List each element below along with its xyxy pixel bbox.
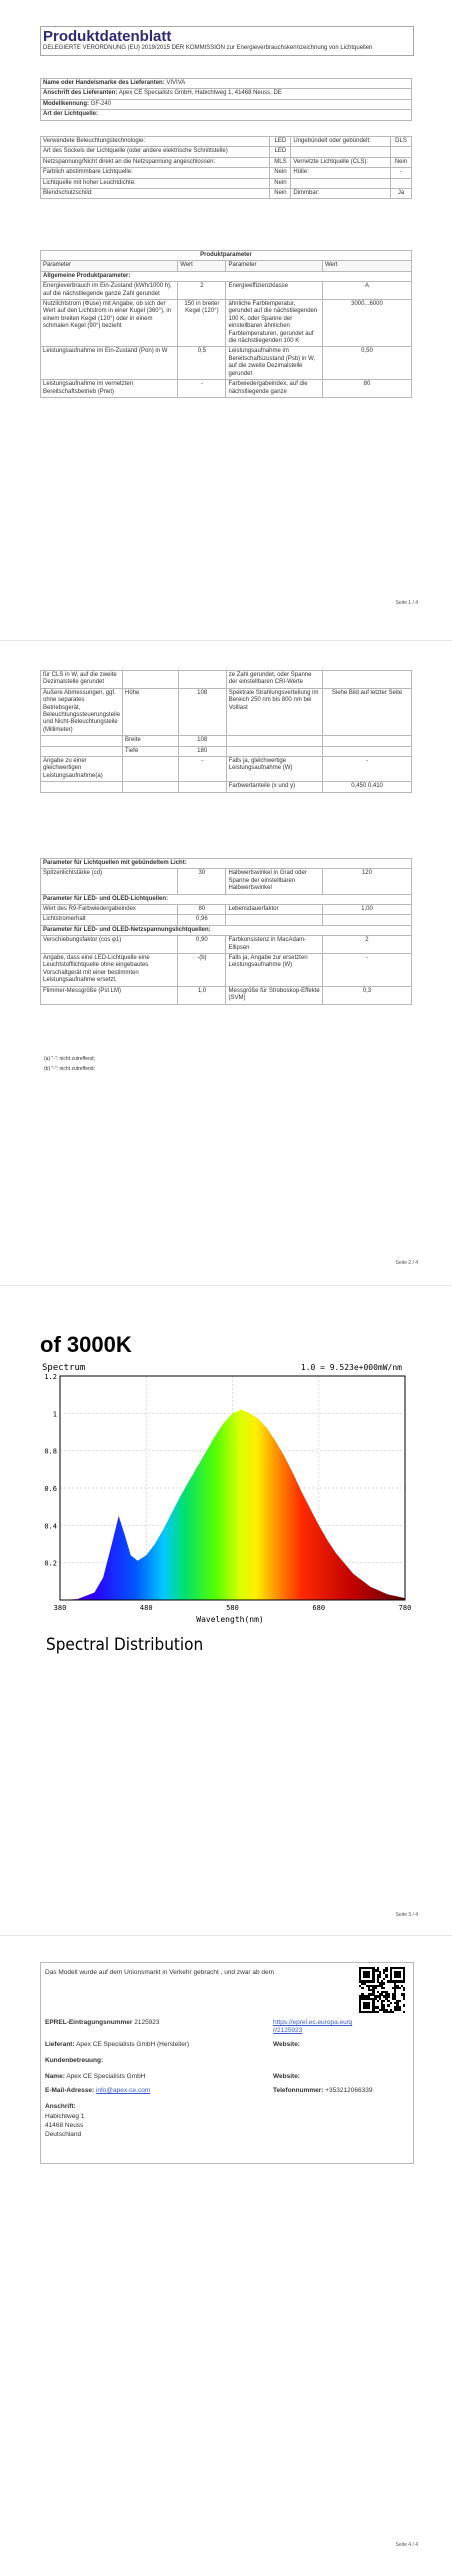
- table-row: [41, 671, 412, 689]
- table-cell: 80: [322, 380, 411, 398]
- y-tick-label: 1: [52, 1410, 57, 1419]
- table-cell: 1,0: [178, 986, 226, 1004]
- chart-scale: 1.0 = 9.523e+000mW/nm: [300, 1363, 402, 1372]
- table-row: [41, 954, 412, 987]
- table-row: [41, 936, 412, 954]
- table-cell: -(b): [178, 954, 226, 987]
- table-cell: [41, 746, 123, 756]
- table-cell: Lichtquelle mit hoher Leuchtdichte:: [41, 178, 270, 188]
- address-line: Deutschland: [45, 2131, 82, 2138]
- table-cell: ähnliche Farbtemperatur, gerundet auf die nächstliegenden 100 K, oder Spanne der einstellbaren ähnlichen Farbtemperaturen, gerundet auf die nächstliegenden 100 K: [226, 300, 322, 347]
- email-link[interactable]: info@apex-ce.com: [95, 2087, 151, 2094]
- table-row: [41, 746, 412, 756]
- table-cell: -: [391, 168, 412, 178]
- phone-value: +353212066339: [325, 2087, 373, 2094]
- table-cell: Äußere Abmessungen, ggf. ohne separates Betriebsgerät, Beleuchtungssteuerungsteile und Nicht-Beleuchtungsteile (Millimeter): [41, 688, 123, 735]
- general-header: Allgemeine Produktparameter:: [41, 271, 412, 281]
- page-number: Seite 3 / 4: [395, 1912, 418, 1918]
- table-cell: Messgröße für Stroboskop-Effekte (SVM): [226, 986, 322, 1004]
- table-cell: [41, 782, 123, 792]
- table-cell: Nein: [270, 178, 291, 188]
- chart-heading: Spectrum: [42, 1363, 86, 1373]
- directional-header: Parameter für Lichtquellen mit gebündeltem Licht:: [41, 859, 412, 869]
- table-row: [41, 300, 412, 347]
- page-number: Seite 4 / 4: [395, 2542, 418, 2548]
- page-2: [0, 670, 452, 1280]
- table-cell: -: [323, 757, 412, 782]
- address-line: Habichtweg 1: [45, 2113, 85, 2120]
- table-cell: 80: [178, 905, 226, 915]
- table-cell: 0,50: [322, 347, 411, 380]
- table-cell: [226, 736, 322, 746]
- name-label: Name:: [45, 2073, 65, 2080]
- supplier-table: [40, 78, 412, 121]
- table-cell: [391, 147, 412, 157]
- led-header: Parameter für LED- und OLED-Lichtquellen:: [41, 894, 412, 904]
- col-header: Parameter: [41, 261, 178, 271]
- table-row: [41, 986, 412, 1004]
- table-cell: 0,450 0,410: [323, 782, 412, 792]
- table-cell: MLS: [270, 157, 291, 167]
- col-header: Wert: [178, 261, 226, 271]
- page-number: Seite 2 / 4: [395, 1260, 418, 1266]
- table-row: [41, 347, 412, 380]
- y-tick-label: 0.4: [44, 1522, 57, 1531]
- table-cell: ze Zahl gerundet, oder Spanne der einstellbaren CRI-Werte: [226, 671, 322, 689]
- page-divider: [0, 640, 452, 641]
- table-row: [41, 178, 412, 188]
- name-value: Apex CE Specialists GmbH: [66, 2073, 146, 2080]
- y-tick-label: 0.6: [44, 1485, 57, 1493]
- table-cell: Ungebündelt oder gebündelt:: [291, 137, 391, 147]
- page-title: Produktdatenblatt: [43, 28, 172, 45]
- title-block: [40, 26, 414, 56]
- table-cell: [322, 915, 411, 925]
- table-cell: 0,3: [322, 986, 411, 1004]
- table-cell: Farblich abstimmbare Lichtquelle:: [41, 168, 270, 178]
- table-cell: DLS: [391, 137, 412, 147]
- table-row: [41, 782, 412, 792]
- table-cell: -: [322, 954, 411, 987]
- email-label: E-Mail-Adresse:: [45, 2087, 95, 2094]
- table-row: [41, 137, 412, 147]
- table-cell: 120: [322, 869, 411, 894]
- table-cell: Farbkonsistenz in MacAdam-Ellipsen: [226, 936, 322, 954]
- table-cell: [178, 671, 226, 689]
- param-table: [40, 250, 412, 398]
- x-tick-label: 480: [139, 1604, 153, 1612]
- table-cell: Nutzlichtstrom (Φuse) mit Angabe, ob sich der Wert auf den Lichtstrom in einer Kugel (360°), in einem breiten Kegel (120°) oder in einem schmalen Kegel (90°) bezieht: [41, 300, 178, 347]
- table-cell: Spitzenlichtstärke (cd): [41, 869, 178, 894]
- customer-label: Kundenbetreuung:: [45, 2057, 104, 2064]
- regulation-text: DELEGIERTE VERORDNUNG (EU) 2019/2015 DER KOMMISSION zur Energieverbrauchskennzeichnung von Lichtquellen: [43, 45, 373, 51]
- table-cell: [226, 746, 322, 756]
- dimensions-table: [40, 670, 412, 793]
- table-cell: Hülle:: [291, 168, 391, 178]
- footnote: (a) "-": nicht zutreffend;: [44, 1056, 95, 1062]
- table-cell: Falls ja, Angabe zur ersetzten Leistungsaufnahme (W): [226, 954, 322, 987]
- model-value: GF-240: [90, 100, 112, 107]
- table-row: [41, 189, 412, 199]
- table-cell: [123, 782, 179, 792]
- table-cell: Höhe: [123, 688, 179, 735]
- col-header: Parameter: [226, 261, 322, 271]
- mains-header: Parameter für LED- und OLED-Netzspannungslichtquellen:: [41, 925, 412, 935]
- table-cell: Verschiebungsfaktor (cos φ1): [41, 936, 178, 954]
- table-cell: Spektrale Strahlungsverteilung im Bereich 250 nm bis 800 nm bei Volllast: [226, 688, 322, 735]
- qr-code[interactable]: [359, 1967, 405, 2013]
- table-cell: 0,96: [178, 915, 226, 925]
- table-cell: [123, 671, 179, 689]
- page-number: Seite 1 / 4: [395, 600, 418, 606]
- page-1: [0, 0, 452, 610]
- address-value: Apex CE Specialists GmbH, Habichtweg 1, 41468 Neuss, DE: [118, 90, 282, 97]
- page-4: [0, 1940, 452, 2560]
- table-row: [41, 905, 412, 915]
- spectrum-chart: [40, 1362, 412, 1672]
- table-cell: 108: [178, 688, 226, 735]
- table-cell: LED: [270, 147, 291, 157]
- table-cell: Nein: [270, 189, 291, 199]
- table-cell: Leistungsaufnahme im Bereitschaftszustand (Psb) in W, auf die zweite Dezimalstelle gerundet: [226, 347, 322, 380]
- table-cell: Leistungsaufnahme im vernetzten Bereitschaftsbetrieb (Pnet): [41, 380, 178, 398]
- table-cell: Farbwertanteile (x und y): [226, 782, 322, 792]
- param-header: Produktparameter: [41, 251, 412, 261]
- table-row: [41, 168, 412, 178]
- type-table: [40, 136, 412, 199]
- chart-title: Spectral Distribution: [46, 1635, 204, 1655]
- x-axis-label: Wavelength(nm): [196, 1615, 264, 1624]
- table-cell: Lichtstromerhalt: [41, 915, 178, 925]
- table-cell: Nein: [270, 168, 291, 178]
- table-cell: Farbwiedergabeindex, auf die nächstliegende ganze: [226, 380, 322, 398]
- table-row: [41, 157, 412, 167]
- table-cell: [41, 736, 123, 746]
- table-cell: Siehe Bild auf letzter Seite: [323, 688, 412, 735]
- table-cell: A: [322, 282, 411, 300]
- table-cell: [226, 915, 322, 925]
- table-cell: Verwendete Beleuchtungstechnologie:: [41, 137, 270, 147]
- address-label: Anschrift:: [45, 2103, 76, 2110]
- table-cell: Breite: [123, 736, 179, 746]
- eprel-label: EPREL-Eintragungsnummer: [45, 2019, 133, 2026]
- table-cell: 2: [178, 282, 226, 300]
- table-cell: Netzspannung/Nicht direkt an die Netzspannung angeschlossen:: [41, 157, 270, 167]
- y-tick-label: 1.2: [44, 1373, 57, 1381]
- supplier-name-label: Name oder Handelsmarke des Lieferanten:: [43, 80, 165, 86]
- model-label: Modellkennung:: [43, 100, 89, 107]
- phone-label: Telefonnummer:: [273, 2087, 324, 2094]
- table-cell: 30: [178, 869, 226, 894]
- table-row: [41, 915, 412, 925]
- table-cell: [123, 757, 179, 782]
- x-tick-label: 380: [53, 1604, 67, 1612]
- table-cell: Wert des R9-Farbwiedergabeindex: [41, 905, 178, 915]
- table-cell: Ja: [391, 189, 412, 199]
- table-cell: Dimmbar:: [291, 189, 391, 199]
- eprel-link[interactable]: https://eprel.ec.europa.eu/qr/2125923: [273, 2019, 353, 2034]
- supplier-name: VIVIVA: [166, 80, 186, 86]
- x-tick-label: 580: [226, 1604, 239, 1612]
- x-tick-label: 680: [312, 1604, 326, 1612]
- table-cell: 108: [178, 736, 226, 746]
- table-cell: Blendschutzschild:: [41, 189, 270, 199]
- table-cell: [323, 746, 412, 756]
- eprel-box: [40, 1962, 414, 2164]
- table-cell: Flimmer-Messgröße (Pst LM): [41, 986, 178, 1004]
- page-3: [0, 1290, 452, 1930]
- address-label: Anschrift des Lieferanten:: [43, 90, 118, 97]
- table-row: [41, 736, 412, 746]
- table-row: [41, 688, 412, 735]
- y-tick-label: 0.2: [44, 1559, 57, 1568]
- footnote: (b) "-": nicht zutreffend;: [44, 1066, 95, 1072]
- table-cell: Angabe, dass eine LED-Lichtquelle eine Leuchtstofflichtquelle ohne eingebautes Vorschaltgerät mit einer bestimmten Leistungsaufnahme ersetzt.: [41, 954, 178, 987]
- address-line: 41468 Neuss: [45, 2122, 84, 2129]
- table-cell: [291, 178, 391, 188]
- table-cell: Angabe zu einer gleichwertigen Leistungsaufnahme(a): [41, 757, 123, 782]
- table-cell: Vernetzte Lichtquelle (CLS):: [291, 157, 391, 167]
- supplier-value: Apex CE Specialists GmbH (Hersteller): [76, 2041, 190, 2048]
- eprel-number: 2125923: [134, 2019, 160, 2026]
- x-tick-label: 780: [398, 1604, 412, 1612]
- table-cell: Halbwertswinkel in Grad oder Spanne der einstellbaren Halbwertswinkel: [226, 869, 322, 894]
- more-params-table: [40, 858, 412, 1005]
- page-divider: [0, 1935, 452, 1936]
- table-cell: Energieeffizienzklasse: [226, 282, 322, 300]
- website-label: Website:: [273, 2041, 300, 2048]
- table-cell: [323, 736, 412, 746]
- table-cell: Art des Sockels der Lichtquelle (oder andere elektrische Schnittstelle): [41, 147, 270, 157]
- table-cell: 0,5: [178, 347, 226, 380]
- table-cell: Falls ja, gleichwertige Leistungsaufnahme (W): [226, 757, 322, 782]
- table-cell: LED: [270, 137, 291, 147]
- table-row: [41, 282, 412, 300]
- table-cell: [391, 178, 412, 188]
- table-cell: -: [178, 380, 226, 398]
- col-header: Wert: [322, 261, 411, 271]
- page-divider: [0, 1285, 452, 1286]
- table-cell: Tiefe: [123, 746, 179, 756]
- table-row: [41, 757, 412, 782]
- table-cell: 1,00: [322, 905, 411, 915]
- table-row: [41, 380, 412, 398]
- supplier-label: Lieferant:: [45, 2041, 75, 2048]
- table-cell: für CLS in W, auf die zweite Dezimalstelle gerundet: [41, 671, 123, 689]
- table-cell: 0,90: [178, 936, 226, 954]
- table-cell: 150 in breiter Kegel (120°): [178, 300, 226, 347]
- table-cell: Energieverbrauch im Ein-Zustand (kWh/1000 h), auf die nächstliegende ganze Zahl gerundet: [41, 282, 178, 300]
- table-cell: 2: [322, 936, 411, 954]
- table-cell: [323, 671, 412, 689]
- intro-text: Das Modell wurde auf dem Unionsmarkt in Verkehr gebracht , und zwar ab dem: [45, 1969, 275, 1976]
- table-cell: -: [178, 757, 226, 782]
- table-cell: 3000...6000: [322, 300, 411, 347]
- table-cell: Lebensdauerfaktor: [226, 905, 322, 915]
- y-tick-label: 0.8: [44, 1447, 57, 1456]
- table-cell: Leistungsaufnahme im Ein-Zustand (Pon) in W: [41, 347, 178, 380]
- table-cell: Nein: [391, 157, 412, 167]
- table-row: [41, 147, 412, 157]
- table-cell: 180: [178, 746, 226, 756]
- table-cell: [178, 782, 226, 792]
- type-label: Art der Lichtquelle:: [43, 111, 99, 118]
- cct-label: of 3000K: [40, 1332, 132, 1357]
- table-cell: [291, 147, 391, 157]
- website-label: Website:: [273, 2073, 300, 2080]
- table-row: [41, 869, 412, 894]
